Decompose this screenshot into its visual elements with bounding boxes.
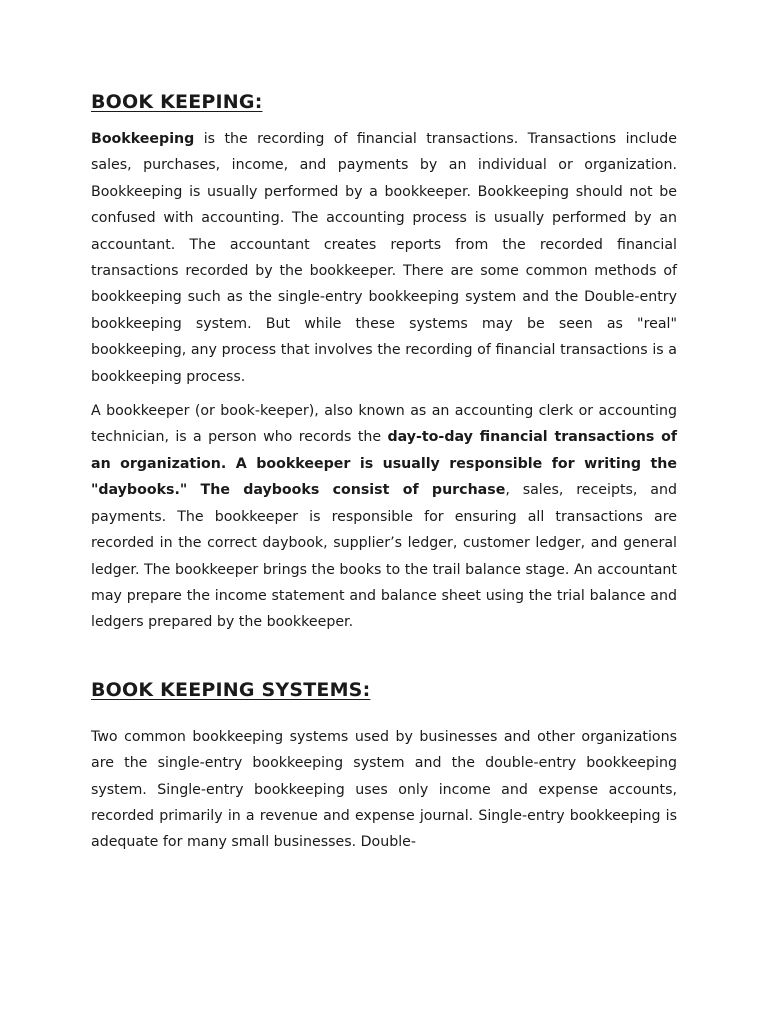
heading-book-keeping-systems: BOOK KEEPING SYSTEMS: (91, 678, 371, 701)
paragraph-bookkeeping-systems (91, 724, 677, 856)
paragraph-text: Two common bookkeeping systems used by businesses and other organizations are the single-entry bookkeeping system and the double-entry bookkeeping system. Single-entry bookkeeping uses only income and expense accounts, recorded primarily in a revenue and expense journal. Single-entry bookkeeping is adequate for many small businesses. Double- (91, 728, 677, 851)
bold-emphasis-daybooks: day-to-day financial transactions of an organization. A bookkeeper is usually responsible for writing the "daybooks." The daybooks consist of purchase (91, 429, 677, 499)
paragraph-text: A bookkeeper (or book-keeper), also known as an accounting clerk or accounting technician, is a person who records the (91, 403, 677, 446)
paragraph-bookkeeper-role (91, 398, 677, 636)
heading-book-keeping: BOOK KEEPING: (91, 91, 263, 113)
paragraph-text: , sales, receipts, and payments. The bookkeeper is responsible for ensuring all transactions are recorded in the correct daybook, supplier’s ledger, customer ledger, and general ledger. The bookkeeper brings the books to the trail balance stage. An accountant may prepare the income statement and balance sheet using the trial balance and ledgers prepared by the bookkeeper. (91, 482, 677, 631)
document-body (91, 88, 677, 856)
bold-term-bookkeeping: Bookkeeping (91, 131, 195, 147)
paragraph-bookkeeping-definition (91, 126, 677, 390)
paragraph-text: is the recording of financial transactions. Transactions include sales, purchases, income, and payments by an individual or organization. Bookkeeping is usually performed by a bookkeeper. Bookkeeping should not be confused with accounting. The accounting process is usually performed by an accountant. The accountant creates reports from the recorded financial transactions recorded by the bookkeeper. There are some common methods of bookkeeping such as the single-entry bookkeeping system and the Double-entry bookkeeping system. But while these systems may be seen as "real" bookkeeping, any process that involves the recording of financial transactions is a bookkeeping process. (91, 131, 677, 385)
